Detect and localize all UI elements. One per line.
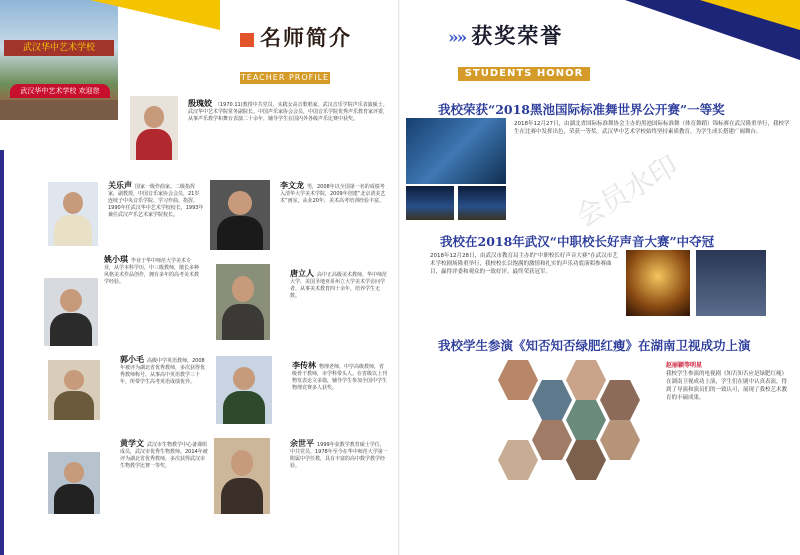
drama-still-hex — [566, 360, 606, 400]
drama-still-hex — [532, 420, 572, 460]
right-page — [400, 0, 800, 555]
teacher-bio: 殷瑰姣 （1970.11)教授中共党员，实践女高音歌唱家。武汉音乐学院声乐表演硕士。武汉华中艺术学院常务副院长。中国声乐家协会会员，中国音乐学院优秀声乐教育家评委，从事声乐教学和舞台表演二十余年，辅导学生在国内外各级声乐比赛中获奖。 — [188, 98, 389, 122]
concert-photo — [696, 250, 766, 316]
welcome-arch: 武汉华中艺术学校 欢迎您 — [10, 84, 110, 98]
section-text: 我校学生参演的电视剧《知否知否应是绿肥红瘦》在湖南卫视成功上演，学生们在剧中认真表演，得到了导演和演员们的一致认可，展现了我校艺术教育的丰硕成果。 — [666, 371, 788, 401]
watermark: 会员水印 — [570, 149, 684, 234]
section-heading: 我校学生参演《知否知否绿肥红瘦》在湖南卫视成功上演 — [438, 338, 751, 353]
section-text: 2018年12月28日，由武汉市教育局主办的“中职校长好声音大赛”在武汉市艺术学校剧场隆重举行，我校校长以饱满的激情和扎实的声乐功底演唱参赛曲目，赢得评委和观众的一致好评，最终荣获冠军。 — [430, 253, 618, 275]
teacher-bio: 李文龙 男，2008年以全国第一名的成绩考入清华大学美术学院，2009年创建“北京清美艺术”画室。从业20年，美术高考培训经验丰富。 — [280, 180, 386, 204]
teacher-bio: 姚小琪 毕业于华中师范大学美术专业，从学本科学历，中三级教师，擅长多种风格美术作品创作，拥有多年的高考美术教学经验。 — [104, 254, 200, 285]
teacher-photo — [216, 264, 270, 340]
left-border-bar — [0, 150, 4, 555]
trophy-photo — [626, 250, 690, 316]
drama-still-hex — [600, 380, 640, 420]
teacher-bio: 关乐声 国家一级作曲家。二级指挥家，副教授，中国音乐家协会会员，21岁连续子中央音乐学院、学习作曲、指挥。1990年任武汉华中艺术学校校长，1993年兼任武汉声乐艺术家学院校长。 — [108, 180, 204, 218]
stage-photo — [406, 186, 454, 220]
drama-still-hex — [566, 440, 606, 480]
drama-still-hex — [498, 360, 538, 400]
teacher-photo — [44, 278, 98, 346]
school-gate-sign: 武汉华中艺术学校 — [4, 40, 114, 56]
section-heading: 我校荣获“2018黑池国际标准舞世界公开赛”一等奖 — [438, 102, 725, 117]
teacher-bio: 余世平 1999年获数学教育硕士学位，中共党员，1978年至今在华中师范大学第一附属中学任教，具有丰富的高中数学教学经验。 — [290, 438, 388, 469]
teacher-bio: 唐立人 高中正高级美术教师，华中师范大学、美国圣地亚哥州立大学美术学访问学者。从事美术教育四十余年，培养学生无数。 — [290, 268, 388, 299]
section-text: 2018年12月27日，由湖北省国际标准舞协会主办的黑池国际标准舞（体育舞蹈）锦标赛在武汉隆重举行，我校学生在比赛中发挥出色，荣获一等奖。武汉华中艺术学校始终坚持素质教育，为学生成长搭建广阔舞台。 — [514, 121, 790, 135]
teacher-photo — [210, 180, 270, 250]
drama-still-hex — [600, 420, 640, 460]
yellow-corner-decoration — [700, 0, 800, 30]
yellow-triangle-decoration — [90, 0, 220, 30]
teacher-bio: 李传林 物理老师，中学高级教师，省级骨干教师，市学科带头人。在省级以上刊物发表论文多篇，辅导学生参加全国中学生物理竞赛多人获奖。 — [292, 360, 388, 391]
page-subtitle-right: STUDENTS HONOR — [458, 67, 590, 81]
page-title-left: 名师简介 — [240, 22, 352, 52]
teacher-photo — [48, 182, 98, 246]
chevron-icon: »» — [448, 28, 466, 48]
drama-still-hex — [566, 400, 606, 440]
page-title-right: »» 获奖荣誉 — [448, 23, 564, 48]
teacher-photo — [48, 360, 100, 420]
section-heading: 我校在2018年武汉“中职校长好声音大赛”中夺冠 — [440, 234, 715, 249]
highlight-text: 赵丽颖等明星 — [666, 362, 703, 369]
teacher-bio: 郭小毛 高级中学英语教师，2008年被评为湖北省优秀教师，多次获得优秀教师称号。从事高中英语教学三十年，所带学生高考英语成绩优异。 — [120, 354, 206, 385]
teacher-bio: 黄学文 武汉市生物教学中心备课组成员，武汉市优秀生物教师。2014年被评为湖北省优秀教师，多次获得武汉市生物教学比赛一等奖。 — [120, 438, 208, 469]
teacher-photo — [216, 356, 272, 424]
drama-still-hex — [532, 380, 572, 420]
teacher-photo — [130, 96, 178, 160]
teacher-photo — [48, 452, 100, 514]
teacher-photo — [214, 438, 270, 514]
dance-competition-photo — [406, 118, 506, 184]
drama-still-hex — [498, 440, 538, 480]
page-subtitle-left: TEACHER PROFILE — [240, 73, 330, 82]
stage-photo — [458, 186, 506, 220]
